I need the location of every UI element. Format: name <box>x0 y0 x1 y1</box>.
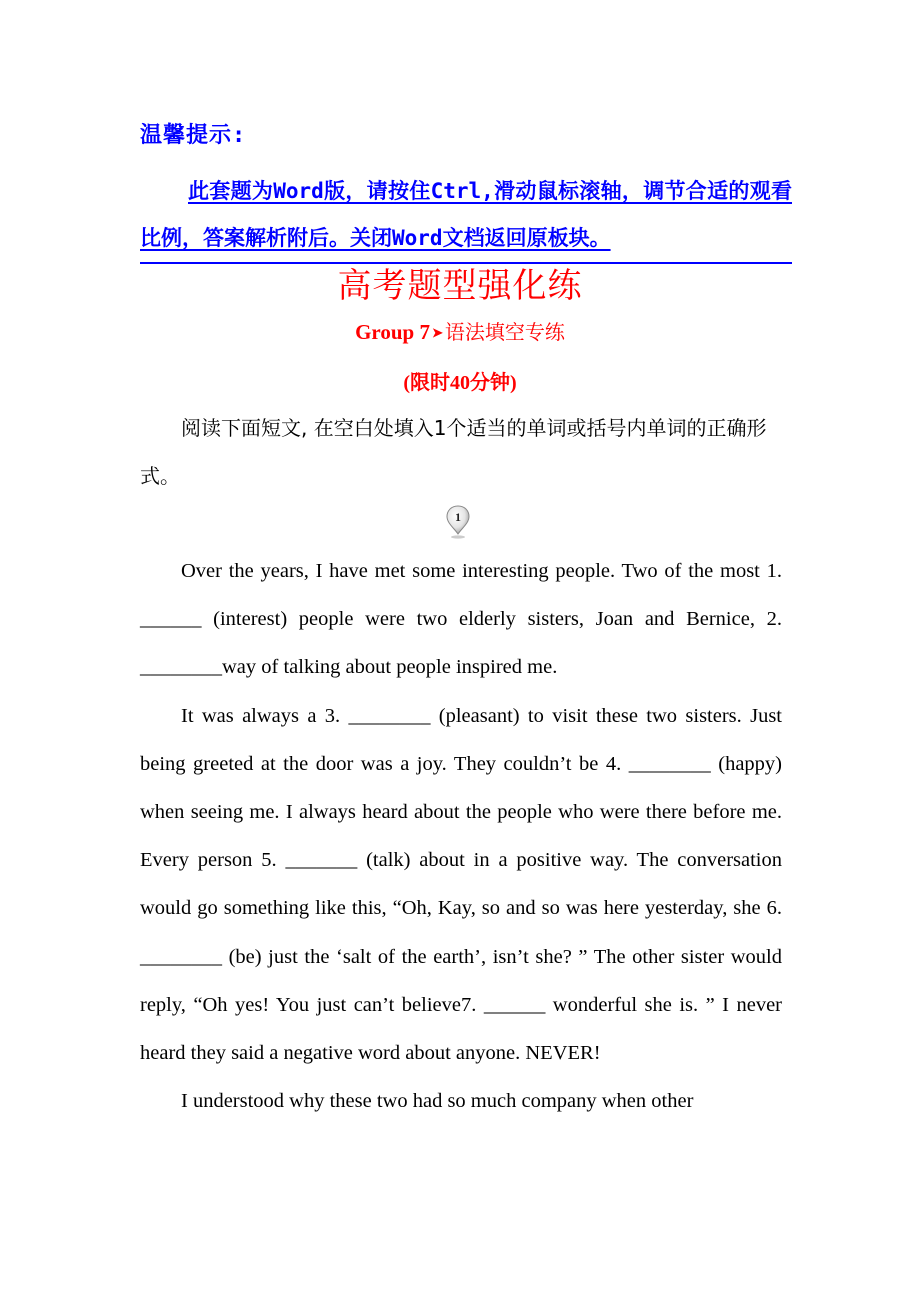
arrow-icon: ➤ <box>431 325 443 340</box>
notice-text: 此套题为Word版，请按住Ctrl,滑动鼠标滚轴，调节合适的观看比例，答案解析附后。关闭Word文档返回原板块。 <box>140 179 792 250</box>
location-pin-icon <box>444 504 472 540</box>
passage <box>140 547 782 1125</box>
passage-paragraph-2: It was always a 3. ________ (pleasant) to visit these two sisters. Just being greeted at the door was a joy. They couldn’t be 4. ________ (happy) when seeing me. I always heard about the people who were there before me. Every person 5. _______ (talk) about in a positive way. The conversation would go something like this, “Oh, Kay, so and so was here yesterday, she 6. ________ (be) just the ‘salt of the earth’, isn’t she? ” The other sister would reply, “Oh yes! You just can’t believe7. ______ wonderful she is. ” I never heard they said a negative word about anyone. NEVER! <box>140 704 782 1065</box>
page-title: 高考题型强化练 <box>337 266 583 306</box>
group-topic: 语法填空专练 <box>444 320 565 344</box>
passage-paragraph-3: I understood why these two had so much company when other <box>181 1090 694 1113</box>
passage-paragraph-1: Over the years, I have met some interesting people. Two of the most 1. ______ (interest) people were two elderly sisters, Joan and Bernice, 2. ________way of talking about people inspired me. <box>140 560 782 679</box>
time-limit: (限时40分钟) <box>403 372 517 394</box>
notice-body <box>140 168 792 264</box>
section-number: 1 <box>455 510 461 524</box>
section-badge <box>444 504 472 540</box>
instruction-text: 阅读下面短文, 在空白处填入1个适当的单词或括号内单词的正确形式。 <box>140 416 767 488</box>
notice-title: 温馨提示: <box>140 123 247 148</box>
group-heading <box>0 316 920 345</box>
group-label: Group 7 <box>355 320 430 344</box>
